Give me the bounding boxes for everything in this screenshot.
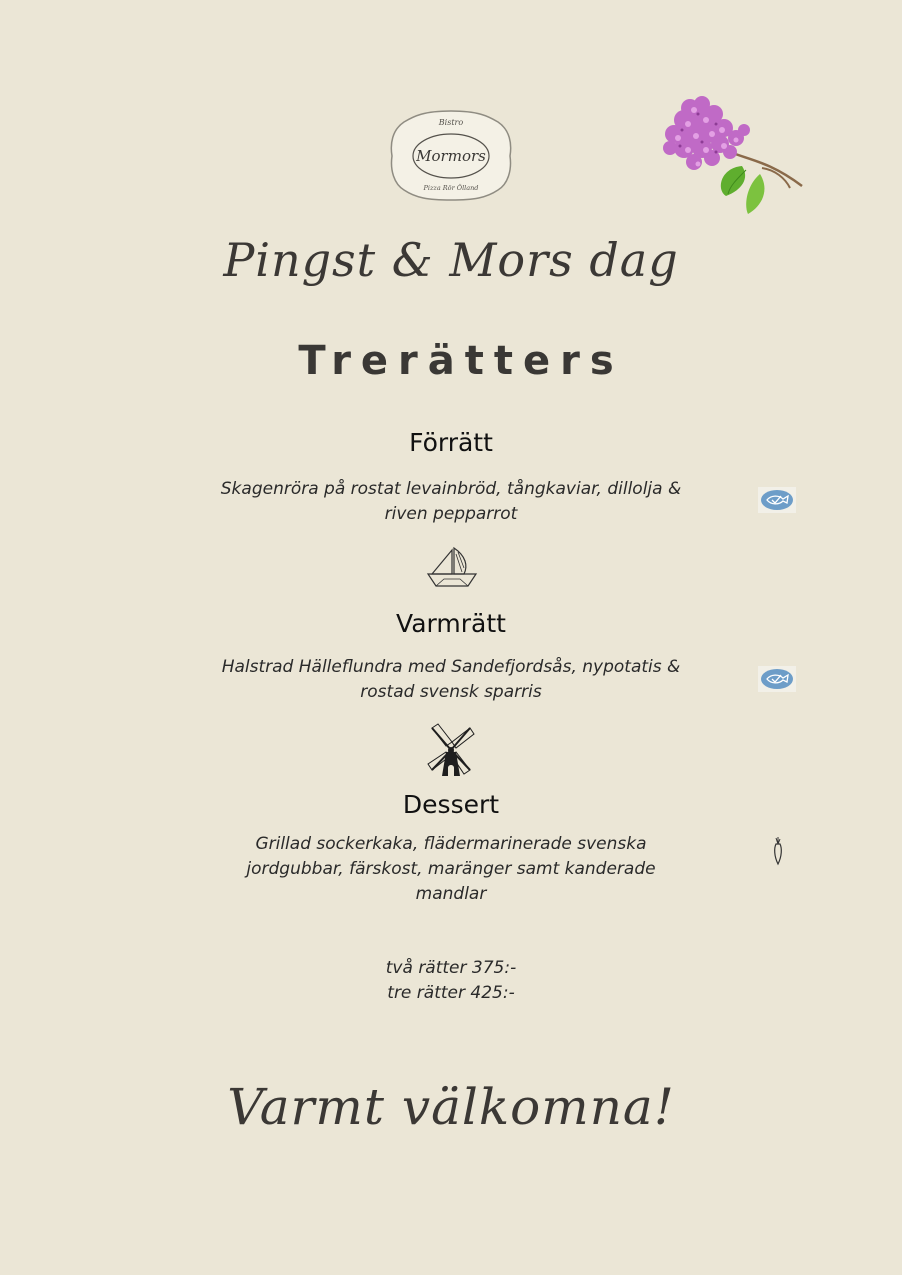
main-course-heading: Varmrätt [396, 609, 506, 638]
price-three-courses: tre rätter 425:- [387, 983, 515, 1003]
occasion-title: Pingst & Mors dag [223, 233, 679, 287]
dessert-heading: Dessert [402, 790, 500, 819]
starter-description: Skagenröra på rostat levainbröd, tångkaviar, dillolja & riven pepparrot [220, 479, 682, 524]
main-course-description: Halstrad Hälleflundra med Sandefjordsås, nypotatis & rostad svensk sparris [221, 657, 681, 702]
logo-top-text: Bistro [438, 118, 464, 127]
lilac-flower-icon [650, 90, 810, 220]
price-two-courses: två rätter 375:- [385, 958, 517, 978]
logo-bottom-text: Pizza Rör Ölland [423, 184, 479, 192]
starter-heading: Förrätt [409, 428, 493, 457]
windmill-icon [426, 722, 476, 778]
carrot-icon [770, 836, 786, 866]
menu-title: Trerätters [298, 338, 624, 384]
welcome-message: Varmt välkomna! [227, 1078, 675, 1136]
msc-fish-label-icon [758, 487, 796, 513]
msc-fish-label-icon [758, 666, 796, 692]
logo-name: Mormors [416, 147, 486, 165]
paper-boat-icon [424, 546, 480, 592]
dessert-description: Grillad sockerkaka, flädermarinerade svenska jordgubbar, färskost, maränger samt kanderade mandlar [246, 834, 656, 904]
mormors-logo [388, 108, 514, 202]
